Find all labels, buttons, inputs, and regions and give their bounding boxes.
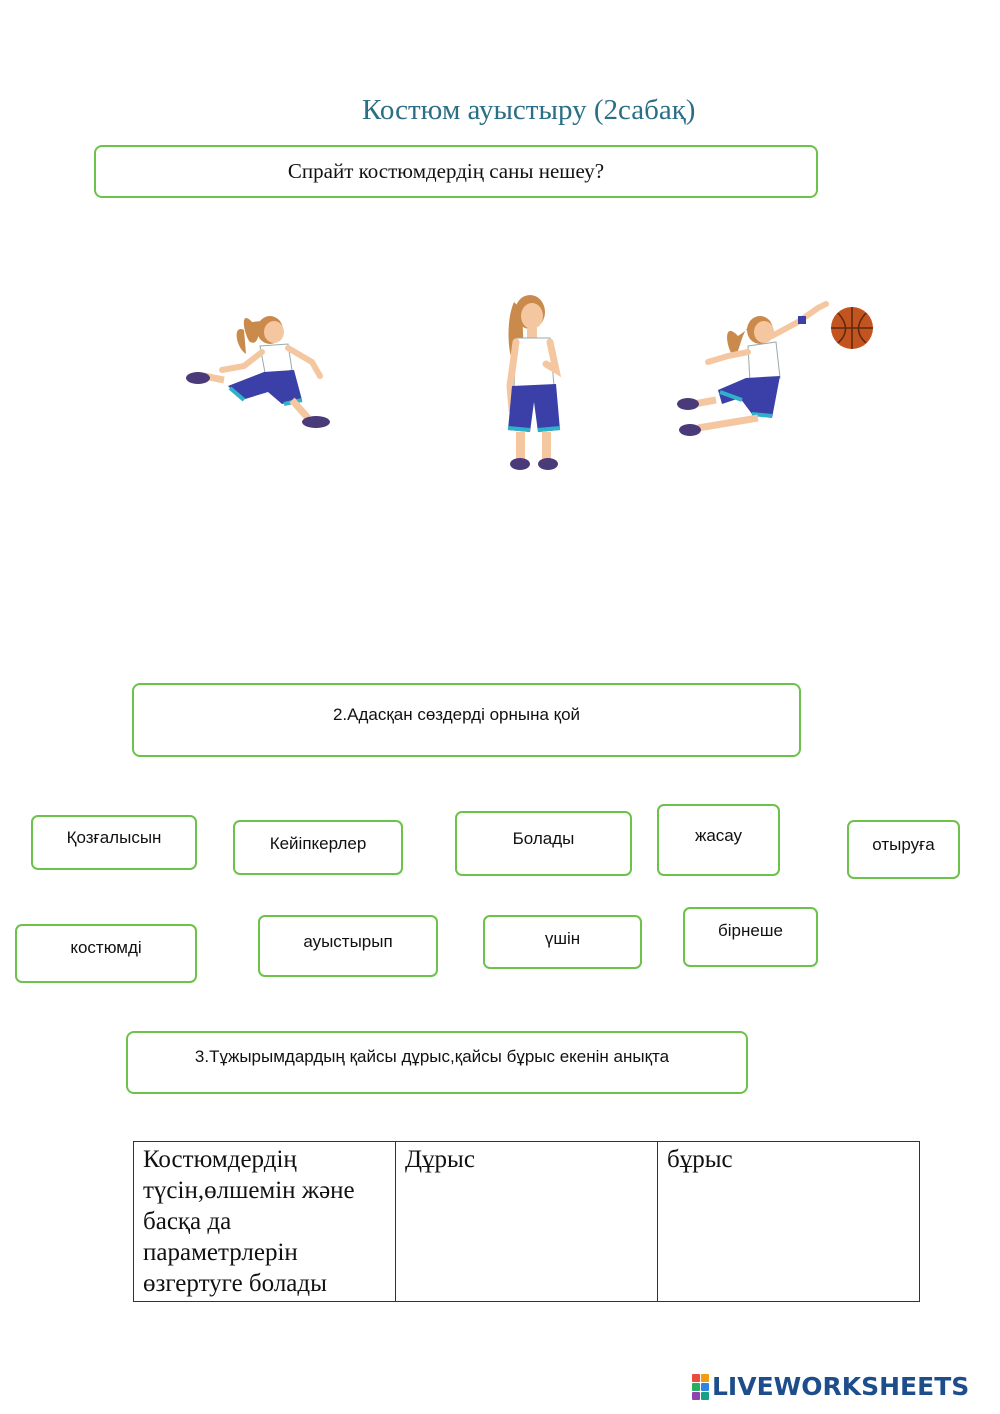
word-tile[interactable]: ауыстырып <box>258 915 438 977</box>
question-1-box <box>94 145 818 198</box>
word-tile[interactable]: костюмді <box>15 924 197 983</box>
word-tile[interactable]: жасау <box>657 804 780 876</box>
liveworksheets-logo <box>692 1372 969 1401</box>
question-2-text: 2.Адасқан сөздерді орнына қой <box>332 705 581 724</box>
page-title: Костюм ауыстыру (2сабақ) <box>362 94 696 126</box>
word-tile[interactable]: Қозғалысын <box>31 815 197 870</box>
question-1-text: Спрайт костюмдердің саны нешеу? <box>287 159 605 183</box>
word-tile[interactable]: Болады <box>455 811 632 876</box>
girl-jumping-ball-icon <box>668 296 878 441</box>
girl-standing-icon <box>494 290 574 472</box>
question-3-box <box>126 1031 748 1094</box>
girl-running-icon <box>184 300 339 435</box>
statement-cell: Костюмдердің түсін,өлшемін және басқа да параметрлерін өзгертуге болады <box>134 1142 396 1302</box>
false-option-cell[interactable]: бұрыс <box>658 1142 920 1302</box>
true-false-table <box>133 1141 920 1302</box>
logo-mark-icon <box>692 1374 709 1400</box>
word-tile[interactable]: үшін <box>483 915 642 969</box>
true-option-cell[interactable]: Дұрыс <box>396 1142 658 1302</box>
word-tile[interactable]: Кейіпкерлер <box>233 820 403 875</box>
word-tile[interactable]: бірнеше <box>683 907 818 967</box>
word-tile[interactable]: отыруға <box>847 820 960 879</box>
logo-text: LIVEWORKSHEETS <box>712 1372 970 1401</box>
table-row <box>134 1142 920 1302</box>
question-3-text: 3.Тұжырымдардың қайсы дұрыс,қайсы бұрыс екенін анықта <box>194 1047 670 1066</box>
question-2-box <box>132 683 801 757</box>
